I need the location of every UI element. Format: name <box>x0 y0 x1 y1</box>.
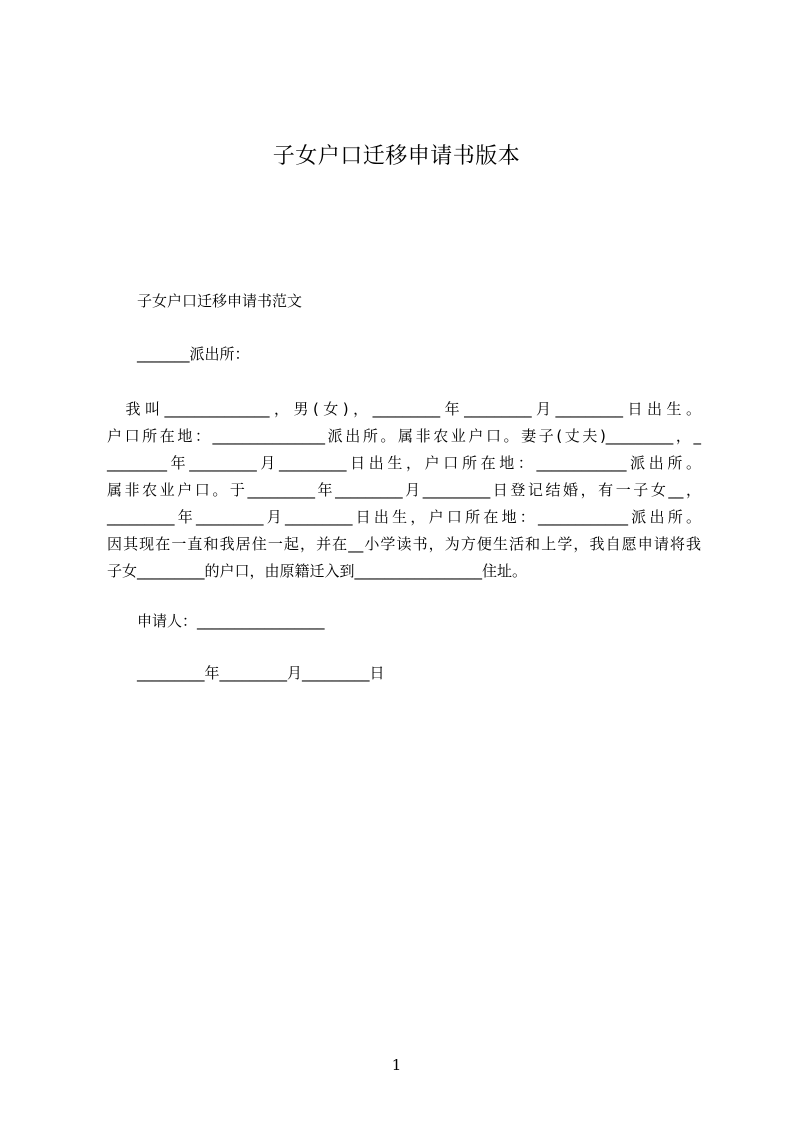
date-line: _________年_________月_________日 <box>137 664 385 682</box>
page-number: 1 <box>391 1056 402 1074</box>
body-line-3: ________年_________月_________日出生，户口所在地：____________派出所。 <box>107 454 701 472</box>
body-line-5: _________年_________月_________日出生，户口所在地：____________派出所。 <box>107 508 701 526</box>
document-subtitle: 子女户口迁移申请书范文 <box>137 292 303 310</box>
body-line-4: 属非农业户口。于_________年_________月_________日登记结婚，有一子女__， <box>107 481 701 499</box>
body-line-2: 户口所在地：_______________派出所。属非农业户口。妻子(丈夫)_________，_ <box>107 427 701 445</box>
body-line-1: 我叫______________，男(女)，_________年_________月_________日出生。 <box>107 400 701 418</box>
body-line-7: 子女_________的户口，由原籍迁入到_________________住址。 <box>107 562 528 580</box>
document-title: 子女户口迁移申请书版本 <box>272 144 521 169</box>
body-line-6: 因其现在一直和我居住一起，并在__小学读书，为方便生活和上学，我自愿申请将我 <box>107 535 701 553</box>
application-body <box>107 396 701 585</box>
addressee-line: _______派出所： <box>137 345 250 363</box>
applicant-signature-line: 申请人：_________________ <box>137 612 325 630</box>
